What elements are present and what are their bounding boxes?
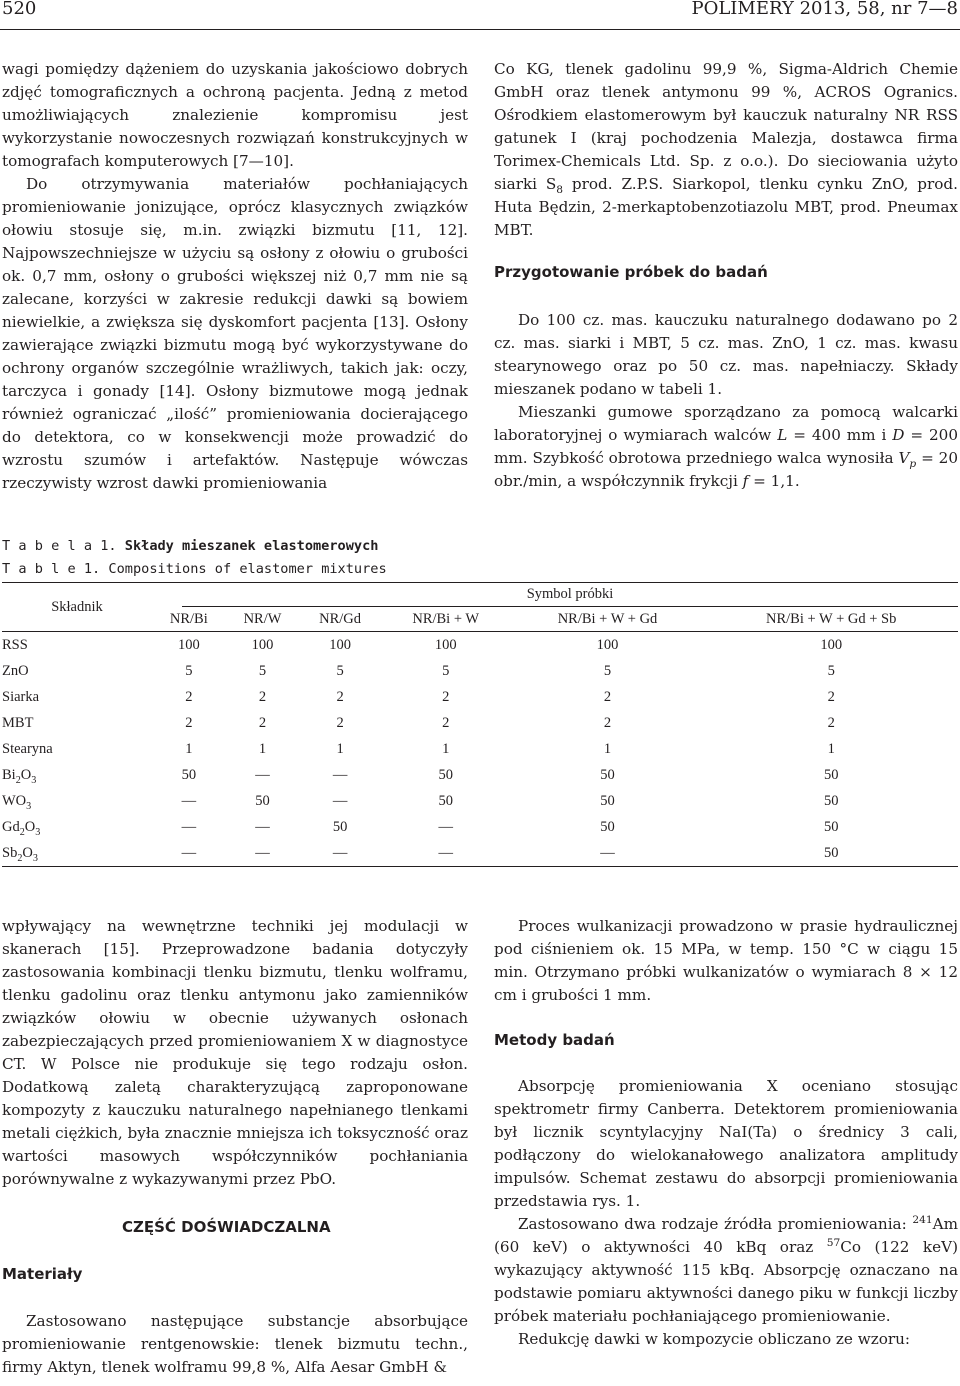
paragraph: Do 100 cz. mas. kauczuku naturalnego dodawano po 2 cz. mas. siarki i MBT, 5 cz. mas. ZnO, 1 cz. mas. kwasu stearynowego oraz po 50 cz. mas. napełniaczy. Składy mieszanek podano w tabeli 1. xyxy=(494,311,958,398)
table-cell: 1 xyxy=(827,740,835,757)
table-cell: 100 xyxy=(820,636,843,653)
table-cell: 100 xyxy=(596,636,619,653)
section-heading: Przygotowanie próbek do badań xyxy=(494,263,768,281)
column-header-skladnik: Składnik xyxy=(2,583,152,632)
table-row xyxy=(2,762,958,788)
table-cell: 1 xyxy=(336,740,344,757)
row-label: RSS xyxy=(2,636,28,653)
top-left-column xyxy=(2,58,468,495)
table-cell: 50 xyxy=(600,792,615,809)
section-heading: Materiały xyxy=(2,1265,83,1283)
table-cell: 5 xyxy=(442,662,450,679)
bottom-right-column xyxy=(494,915,958,1351)
paragraph: wpływający na wewnętrzne techniki jej modulacji w skanerach [15]. Przeprowadzone badania dotyczyły zastosowania kombinacji tlenku bizmutu, tlenku wolframu, tlenku gadolinu oraz tlenku antymonu jako zamienników związków ołowiu w obecnie używanych osłonach zabezpieczających przed promieniowaniem X w diagnostyce CT. W Polsce nie produkuje się tego rodzaju osłon. Dodatkową zaletą charakteryzującą zaproponowane kompozyty z kauczuku naturalnego napełnianego tlenkami metali ciężkich, była znacznie mniejsza ich toksyczność oraz wartości masowych współczynników pochłaniania porównywalne z wykazywanymi przez PbO. xyxy=(2,917,468,1188)
table-row xyxy=(2,788,958,814)
table-row xyxy=(2,632,958,659)
table-cell: — xyxy=(381,840,511,867)
row-label: Siarka xyxy=(2,688,40,705)
table-cell: 2 xyxy=(336,714,344,731)
table-caption-pl: T a b e l a 1. Składy mieszanek elastomerowych xyxy=(2,538,379,554)
composition-table xyxy=(2,582,958,867)
table-cell: 50 xyxy=(255,792,270,809)
column-header: NR/Bi + W + Gd + Sb xyxy=(704,607,958,632)
table-cell: 1 xyxy=(258,740,267,757)
table-cell: 50 xyxy=(181,766,197,783)
column-group-header: Symbol próbki xyxy=(152,583,958,608)
row-label: $Bi_2O_3$ xyxy=(2,766,37,786)
paragraph: Mieszanki gumowe sporządzano za pomocą walcarki laboratoryjnej o wymiarach walców L = 400 mm i D = 200 mm. Szybkość obrotowa przedniego walca wynosiła $V_p = 20$ obr./min, a współczynnik frykcji f = 1,1. xyxy=(494,403,958,490)
page-number: 520 xyxy=(2,0,37,19)
table-cell: 2 xyxy=(258,714,267,731)
table-cell: 2 xyxy=(336,688,344,705)
table-cell: 100 xyxy=(177,636,200,653)
table-row xyxy=(2,736,958,762)
column-header: NR/Bi + W + Gd xyxy=(511,607,705,632)
table-cell: — xyxy=(332,766,348,783)
table-caption-en: T a b l e 1. Compositions of elastomer mixtures xyxy=(2,561,387,577)
table-cell: — xyxy=(255,766,270,783)
top-right-column xyxy=(494,58,958,493)
table-row xyxy=(2,710,958,736)
table-cell: — xyxy=(226,840,300,867)
table-cell: 2 xyxy=(827,688,835,705)
table-cell: 50 xyxy=(438,792,453,809)
table-cell: 50 xyxy=(600,818,615,835)
table-body xyxy=(2,632,958,867)
table-cell: — xyxy=(299,840,381,867)
table-cell: 50 xyxy=(600,766,615,783)
paragraph: Proces wulkanizacji prowadzono w prasie hydraulicznej pod ciśnieniem ok. 15 MPa, w temp. 150 °C w ciągu 15 min. Otrzymano próbki wulkanizatów o wymiarach 8 × 12 cm i grubości 1 mm. xyxy=(494,917,958,1004)
paragraph: Absorpcję promieniowania X oceniano stosując spektrometr firmy Canberra. Detektorem promieniowania był licznik scyntylacyjny NaI(Ta) o średnicy 3 cali, podłączony do wielokanałowego analizatora amplitudy impulsów. Schemat zestawu do absorpcji promieniowania przedstawia rys. 1. xyxy=(494,1077,958,1210)
table-cell: — xyxy=(181,818,197,835)
table-cell: — xyxy=(181,792,197,809)
table-cell: 50 xyxy=(823,818,839,835)
table-row xyxy=(2,684,958,710)
paragraph: Zastosowano dwa rodzaje źródła promieniowania: $^{241}$Am (60 keV) o aktywności 40 kBq oraz $^{57}$Co (122 keV) wykazujący aktywność 115 kBq. Absorpcję oznaczano na podstawie pomiaru aktywności danego piku w funkcji liczby próbek materiału pochłaniającego promieniowanie. xyxy=(494,1212,959,1325)
table-cell: 50 xyxy=(704,840,958,867)
paragraph: Co KG, tlenek gadolinu 99,9 %, Sigma-Aldrich Chemie GmbH oraz tlenek antymonu 99 %, ACROS Ogranics. Ośrodkiem elastomerowym był kauczuk naturalny NR RSS gatunek I (kraj pochodzenia Malezja, dostawca firma Torimex-Chemicals Ltd. Sp. z o.o.). Do sieciowania użyto siarki $S_8$ prod. Z.P.S. Siarkopol, tlenku cynku ZnO, prod. Huta Będzin, 2-merkaptobenzotiazolu MBT, prod. Pneumax MBT. xyxy=(494,60,958,239)
paragraph: wagi pomiędzy dążeniem do uzyskania jakościowo dobrych zdjęć tomograficznych a ochroną pacjenta. Jedną z metod umożliwiających znalezienie kompromisu jest wykorzystanie nowoczesnych rozwiązań konstrukcyjnych w tomografach komputerowych [7—10]. xyxy=(2,60,468,170)
table-cell: 2 xyxy=(258,688,267,705)
table-cell: 50 xyxy=(823,792,839,809)
header-rule xyxy=(0,29,960,30)
paragraph: Do otrzymywania materiałów pochłaniających promieniowanie jonizujące, oprócz klasycznych związków ołowiu stosuje się, m.in. związki bizmutu [11, 12]. Najpowszechniejsze w użyciu są osłony z ołowiu o grubości ok. 0,7 mm, osłony o grubości większej niż 0,7 mm nie są zalecane, korzyści w zakresie redukcji dawki są bowiem niewielkie, a zwiększa się dyskomfort pacjenta [13]. Osłony zawierające związki bizmutu mogą być wykorzystywane do ochrony organów szczególnie wrażliwych, takich jak: oczy, tarczyca i gonady [14]. Osłony bizmutowe mogą jednak również ograniczać „ilość” promieniowania docierającego do detektora, co w konsekwencji może prowadzić do wzrostu szumów i artefaktów. Następuje wówczas rzeczywisty wzrost dawki promieniowania xyxy=(2,175,468,492)
table-row xyxy=(2,658,958,684)
table-cell: — xyxy=(255,818,270,835)
table-cell: 2 xyxy=(603,688,612,705)
column-header: NR/W xyxy=(226,607,300,632)
table-cell: 1 xyxy=(442,740,450,757)
table-cell: — xyxy=(438,818,453,835)
row-label: MBT xyxy=(2,714,34,731)
table-cell: 50 xyxy=(823,766,839,783)
row-label: $Gd_2O_3$ xyxy=(2,818,41,838)
table-cell: 2 xyxy=(827,714,835,731)
table-cell: 100 xyxy=(434,636,457,653)
table-cell: 5 xyxy=(827,662,835,679)
column-header: NR/Gd xyxy=(299,607,381,632)
table-cell: 100 xyxy=(251,636,274,653)
paragraph: Redukcję dawki w kompozycie obliczano ze wzoru: xyxy=(518,1330,911,1348)
row-label: Stearyna xyxy=(2,740,53,757)
table-cell: 5 xyxy=(336,662,344,679)
table-cell: — xyxy=(511,840,705,867)
section-heading: Metody badań xyxy=(494,1031,615,1049)
table-cell: 1 xyxy=(185,740,193,757)
table-cell: 50 xyxy=(438,766,453,783)
column-header: NR/Bi xyxy=(152,607,226,632)
table-cell: 5 xyxy=(258,662,267,679)
table-row xyxy=(2,840,958,867)
part-heading: CZĘŚĆ DOŚWIADCZALNA xyxy=(122,1218,331,1236)
table-cell: 2 xyxy=(185,714,193,731)
table-cell: 5 xyxy=(185,662,193,679)
paragraph: Zastosowano następujące substancje absorbujące promieniowanie rentgenowskie: tlenek bizmutu techn., firmy Aktyn, tlenek wolframu 99,8 %, Alfa Aesar GmbH & xyxy=(2,1312,468,1376)
column-header: NR/Bi + W xyxy=(381,607,511,632)
table-cell: 100 xyxy=(329,636,351,653)
table-row xyxy=(2,814,958,840)
bottom-left-column xyxy=(2,915,468,1379)
journal-header: POLIMERY 2013, 58, nr 7—8 xyxy=(691,0,958,19)
table-cell: 2 xyxy=(185,688,193,705)
table-cell: — xyxy=(152,840,226,867)
row-label: $WO_3$ xyxy=(2,792,32,812)
table-cell: 5 xyxy=(603,662,612,679)
table-cell: 1 xyxy=(603,740,612,757)
table-cell: — xyxy=(332,792,348,809)
table-cell: 2 xyxy=(442,688,450,705)
row-label: ZnO xyxy=(2,662,29,679)
table-cell: 2 xyxy=(442,714,450,731)
row-label: $Sb_2O_3$ xyxy=(2,840,152,867)
table-cell: 50 xyxy=(332,818,348,835)
table-cell: 2 xyxy=(603,714,612,731)
